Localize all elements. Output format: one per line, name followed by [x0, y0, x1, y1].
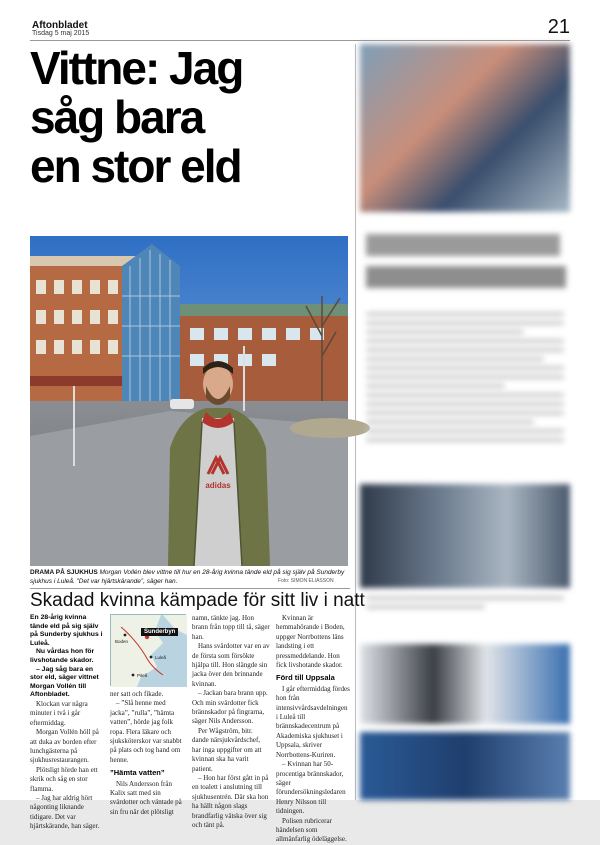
page-number: 21 — [547, 16, 570, 38]
article-column-1 — [30, 614, 104, 831]
locator-map — [110, 614, 186, 686]
blurred-headline — [360, 220, 570, 300]
body-paragraph: ner satt och fikade. — [110, 690, 164, 698]
intro-paragraph-2: Nu vårdas hon för livshotande skador. — [30, 648, 95, 664]
body-paragraph: Nils Andersson från Kalix satt med sin svärdotter och väntade på sin fru när det plötsligt — [110, 779, 182, 816]
map-label-pitea: Piteå — [137, 673, 148, 678]
body-paragraph: Per Wågström, bitr. dande närsjukvårdschef, har inga uppgifter om att kvinnan ska ha varit patient. — [192, 726, 262, 773]
body-paragraph: – Hon har först gått in på en toalett i anslutning till sjukhusentrén. Där ska hon ha hällt någon slags brandfarlig vätska över sig och tänt på. — [192, 773, 269, 829]
body-paragraph: Hans svärdotter var en av de första som försökte hjälpa till. Hon slängde sin jacka över den brinnande kvinnan. — [192, 642, 270, 688]
body-paragraph: Plötsligt hörde han ett skrik och såg en stor flamma. — [30, 765, 98, 793]
body-paragraph: – Jackan bara brann upp. Och min svärdotter fick brännskador på fingrarna, säger Nils Andersson. — [192, 689, 268, 726]
body-paragraph: Morgan Vollén höll på att duka av borden efter lunchgästerna på sjukhusrestaurangen. — [30, 728, 99, 765]
issue-date: Tisdag 5 maj 2015 — [32, 30, 90, 37]
blurred-adjacent-column — [360, 44, 570, 800]
caption-text: Morgan Vollén blev vittne till hur en 28-årig kvinna tände eld på sig själv på Sunderby sjukhus i Luleå. ”Det var hjärtskärande”, säger han. — [30, 569, 345, 585]
body-paragraph: Kvinnan är hemmahörande i Boden, uppger Norrbottens läns landsting i ett pressmeddelande. Hon fick livshotande skador. — [276, 614, 345, 670]
map-label-boden: Boden — [115, 639, 129, 644]
body-paragraph: I går eftermiddag fördes hon från intensivvårdsavdelningen i Luleå till brännskadecentrum på Akademiska sjukhuset i Uppsala, skriver Norrbottens-Kuriren. — [276, 684, 350, 759]
blurred-text-block — [366, 312, 564, 472]
caption-lead: DRAMA PÅ SJUKHUS — [30, 569, 98, 576]
photo-credit: Foto: SIMON ELIASSON — [278, 578, 334, 584]
blurred-photo-lower — [360, 644, 570, 724]
lead-photo — [30, 236, 348, 566]
intro-paragraph-1: En 28-årig kvinna tände eld på sig själv på Sunderby sjukhus i Luleå. — [30, 614, 103, 647]
blurred-photo-top — [360, 44, 570, 212]
map-label-lulea: Luleå — [155, 655, 167, 660]
headline-line-1: Vittne: Jag — [30, 42, 243, 94]
headline-line-2: såg bara — [30, 91, 204, 143]
intro-paragraph-3: – Jag såg bara en stor eld, säger vittnet Morgan Vollén till Aftonbladet. — [30, 665, 99, 699]
masthead-name: Aftonbladet — [32, 20, 88, 31]
article-column-3 — [192, 614, 270, 829]
body-paragraph: – ”Slå henne med jacka”, ”rulla”, ”hämta vatten”, hörde jag folk ropa. Flera läkare och sjuksköterskor var snabbt på plats och tog hand om henne. — [110, 699, 182, 764]
map-location-badge: Sunderbyn — [141, 628, 178, 636]
blurred-photo-middle — [360, 484, 570, 588]
article-column-2 — [110, 690, 186, 816]
body-paragraph: namn, tänkte jag. Hon brann från topp till tå, säger han. — [192, 614, 270, 641]
crosshead-ford-till-uppsala: Förd till Uppsala — [276, 673, 335, 683]
blurred-caption — [366, 596, 564, 636]
headline — [30, 44, 350, 191]
body-paragraph: – Jag har aldrig hört någonting liknande tidigare. Det var hjärtskärande, han säger. — [30, 794, 100, 831]
body-paragraph: Polisen rubricerar händelsen som allmänfarlig ödeläggelse. — [276, 816, 347, 844]
body-paragraph: – Kvinnan har 50-procentiga brännskador, säger förundersökningsledaren Henry Nilsson till tidningen. — [276, 760, 346, 816]
article-column-4 — [276, 614, 350, 844]
subheadline: Skadad kvinna kämpade för sitt liv i natt — [30, 590, 365, 611]
svg-text:adidas: adidas — [205, 481, 231, 490]
blurred-photo-bottom — [360, 732, 570, 800]
header-rule — [30, 40, 570, 41]
photo-illustration — [30, 236, 348, 566]
headline-line-3: en stor eld — [30, 140, 241, 192]
subhead-rule — [30, 588, 350, 589]
map-graphic — [111, 615, 187, 687]
body-paragraph: Klockan var några minuter i två i går eftermiddag. — [30, 699, 88, 727]
crosshead-hamta-vatten: ”Hämta vatten” — [110, 768, 165, 778]
